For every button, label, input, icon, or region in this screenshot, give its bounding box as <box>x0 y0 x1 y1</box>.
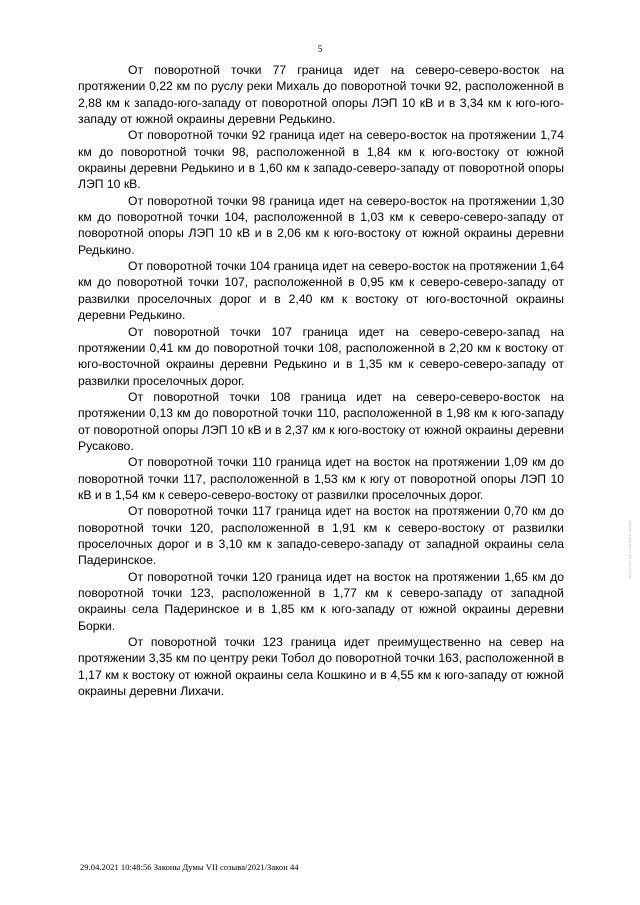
paragraph: От поворотной точки 123 граница идет преимущественно на север на протяжении 3,35 км по центру реки Тобол до поворотной точки 163, расположенной в 1,17 км к востоку от южной окраины села Кошкино и в 4,55 км к юго-западу от южной окраины деревни Лихачи. <box>78 635 564 699</box>
side-margin-mark: Закон Курганской области <box>628 520 633 579</box>
paragraph: От поворотной точки 108 граница идет на северо-северо-восток на протяжении 0,13 км до поворотной точки 110, расположенной в 1,98 км к юго-западу от поворотной опоры ЛЭП 10 кВ и в 2,37 км к юго-востоку от южной окраины деревни Русаково. <box>78 389 564 453</box>
paragraph: От поворотной точки 110 граница идет на восток на протяжении 1,09 км до поворотной точки 117, расположенной в 1,53 км к югу от поворотной опоры ЛЭП 10 кВ и в 1,54 км к северо-северо-востоку от развилки проселочных дорог. <box>78 455 564 502</box>
page-footer: 29.04.2021 10:48:56 Законы Думы VII созыва/2021/Закон 44 <box>80 862 299 872</box>
paragraph: От поворотной точки 120 граница идет на восток на протяжении 1,65 км до поворотной точки 123, расположенной в 1,77 км к северо-западу от западной окраины села Падеринское и в 1,85 км к юго-западу от южной окраины деревни Борки. <box>78 569 564 633</box>
paragraph: От поворотной точки 104 граница идет на северо-восток на протяжении 1,64 км до поворотной точки 107, расположенной в 0,95 км к северо-северо-западу от развилки проселочных дорог и в 2,40 км к востоку от юго-восточной окраины деревни Редькино. <box>78 259 564 323</box>
paragraph: От поворотной точки 107 граница идет на северо-северо-запад на протяжении 0,41 км до поворотной точки 108, расположенной в 2,20 км к востоку от юго-восточной окраины деревни Редькино и в 1,35 км к северо-северо-западу от развилки проселочных дорог. <box>78 324 564 388</box>
page-number: 5 <box>317 44 323 54</box>
paragraph: От поворотной точки 92 граница идет на северо-восток на протяжении 1,74 км до поворотной точки 98, расположенной в 1,84 км к юго-востоку от южной окраины деревни Редькино и в 1,60 км к западо-северо-западу от поворотной опоры ЛЭП 10 кВ. <box>78 128 564 192</box>
paragraph: От поворотной точки 117 граница идет на восток на протяжении 0,70 км до поворотной точки 120, расположенной в 1,91 км к северо-востоку от развилки проселочных дорог и в 3,10 км к западо-северо-западу от западной окраины села Падеринское. <box>78 504 564 568</box>
paragraph: От поворотной точки 77 граница идет на северо-северо-восток на протяжении 0,22 км по руслу реки Михаль до поворотной точки 92, расположенной в 2,88 км к западо-юго-западу от поворотной опоры ЛЭП 10 кВ и в 3,34 км к юго-юго-западу от южной окраины деревни Редькино. <box>78 63 564 127</box>
paragraph: От поворотной точки 98 граница идет на северо-восток на протяжении 1,30 км до поворотной точки 104, расположенной в 1,03 км к северо-северо-западу от поворотной опоры ЛЭП 10 кВ и в 2,06 км к юго-востоку от южной окраины деревни Редькино. <box>78 193 564 257</box>
document-body <box>78 62 564 699</box>
